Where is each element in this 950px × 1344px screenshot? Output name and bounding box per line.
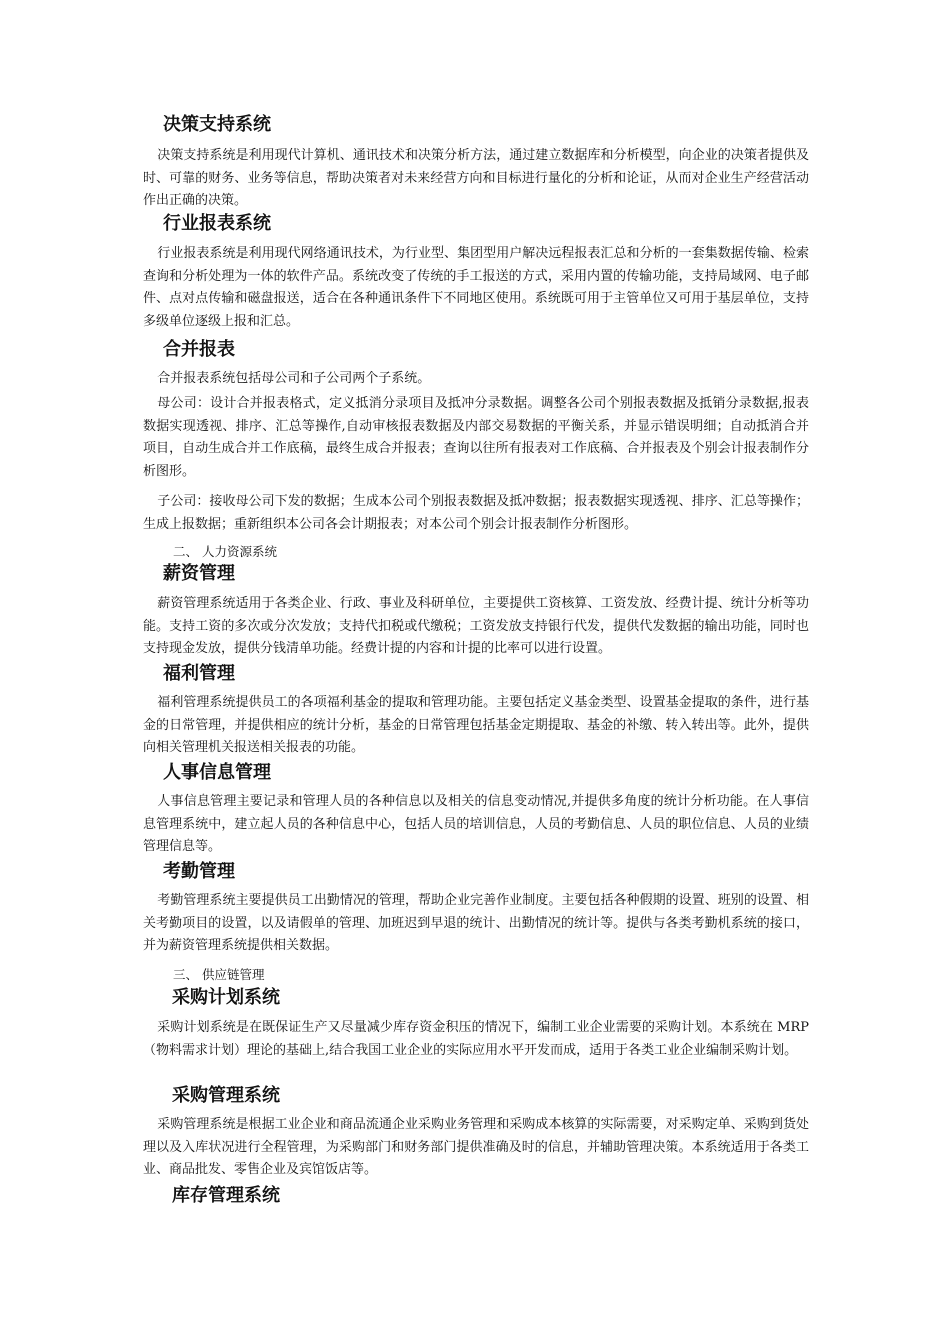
section-heading-consolidated-report: 合并报表: [163, 339, 235, 360]
subtitle-human-resources: 二、 人力资源系统: [173, 544, 277, 559]
section-heading-decision-support: 决策支持系统: [163, 114, 271, 135]
paragraph-welfare: 福利管理系统提供员工的各项福利基金的提取和管理功能。主要包括定义基金类型、设置基金提取的条件，进行基金的日常管理，并提供相应的统计分析，基金的日常管理包括基金定期提取、基金的补缴、转入转出等。此外，提供向相关管理机关报送相关报表的功能。: [143, 695, 809, 756]
paragraph-decision-support: 决策支持系统是利用现代计算机、通讯技术和决策分析方法，通过建立数据库和分析模型，向企业的决策者提供及时、可靠的财务、业务等信息，帮助决策者对未来经营方向和目标进行量化的分析和论证，从而对企业生产经营活动作出正确的决策。: [143, 148, 809, 209]
paragraph-subsidiary: 子公司：接收母公司下发的数据；生成本公司个别报表数据及抵冲数据；报表数据实现透视、排序、汇总等操作；生成上报数据；重新组织本公司各会计期报表；对本公司个别会计报表制作分析图形。: [143, 494, 809, 532]
paragraph-industry-report: 行业报表系统是利用现代网络通讯技术，为行业型、集团型用户解决远程报表汇总和分析的一套集数据传输、检索查询和分析处理为一体的软件产品。系统改变了传统的手工报送的方式，采用内置的传输功能，支持局域网、电子邮件、点对点传输和磁盘报送，适合在各种通讯条件下不同地区使用。系统既可用于主管单位又可用于基层单位，支持多级单位逐级上报和汇总。: [143, 246, 809, 329]
section-heading-attendance: 考勤管理: [163, 861, 235, 882]
section-heading-industry-report: 行业报表系统: [163, 213, 271, 234]
paragraph-consolidated-intro: 合并报表系统包括母公司和子公司两个子系统。: [157, 371, 431, 386]
section-heading-welfare: 福利管理: [163, 663, 235, 684]
section-heading-inventory: 库存管理系统: [172, 1185, 280, 1206]
paragraph-personnel: 人事信息管理主要记录和管理人员的各种信息以及相关的信息变动情况,并提供多角度的统计分析功能。在人事信息管理系统中，建立起人员的各种信息中心，包括人员的培训信息，人员的考勤信息、人员的职位信息、人员的业绩管理信息等。: [143, 794, 809, 855]
section-heading-purchase-management: 采购管理系统: [172, 1085, 280, 1106]
paragraph-parent-company: 母公司：设计合并报表格式，定义抵消分录项目及抵冲分录数据。调整各公司个别报表数据及抵销分录数据,报表数据实现透视、排序、汇总等操作,自动审核报表数据及内部交易数据的平衡关系，并显示错误明细；自动抵消合并项目，自动生成合并工作底稿，最终生成合并报表；查询以往所有报表对工作底稿、合并报表及个别会计报表制作分析图形。: [143, 396, 809, 479]
paragraph-attendance: 考勤管理系统主要提供员工出勤情况的管理，帮助企业完善作业制度。主要包括各种假期的设置、班别的设置、相关考勤项目的设置，以及请假单的管理、加班迟到早退的统计、出勤情况的统计等。提供与各类考勤机系统的接口，并为薪资管理系统提供相关数据。: [143, 893, 809, 954]
section-heading-purchase-plan: 采购计划系统: [172, 987, 280, 1008]
subtitle-supply-chain: 三、 供应链管理: [173, 967, 265, 982]
paragraph-purchase-management: 采购管理系统是根据工业企业和商品流通企业采购业务管理和采购成本核算的实际需要，对采购定单、采购到货处理以及入库状况进行全程管理，为采购部门和财务部门提供准确及时的信息，并辅助管理决策。本系统适用于各类工业、商品批发、零售企业及宾馆饭店等。: [143, 1117, 809, 1178]
section-heading-personnel: 人事信息管理: [163, 762, 271, 783]
paragraph-purchase-plan: 采购计划系统是在既保证生产又尽量减少库存资金积压的情况下，编制工业企业需要的采购计划。本系统在 MRP（物料需求计划）理论的基础上,结合我国工业企业的实际应用水平开发而成，适用于各类工业企业编制采购计划。: [143, 1020, 809, 1058]
paragraph-salary: 薪资管理系统适用于各类企业、行政、事业及科研单位，主要提供工资核算、工资发放、经费计提、统计分析等功能。支持工资的多次或分次发放；支持代扣税或代缴税；工资发放支持银行代发，提供代发数据的输出功能，同时也支持现金发放，提供分钱清单功能。经费计提的内容和计提的比率可以进行设置。: [143, 596, 809, 657]
section-heading-salary: 薪资管理: [163, 563, 235, 584]
